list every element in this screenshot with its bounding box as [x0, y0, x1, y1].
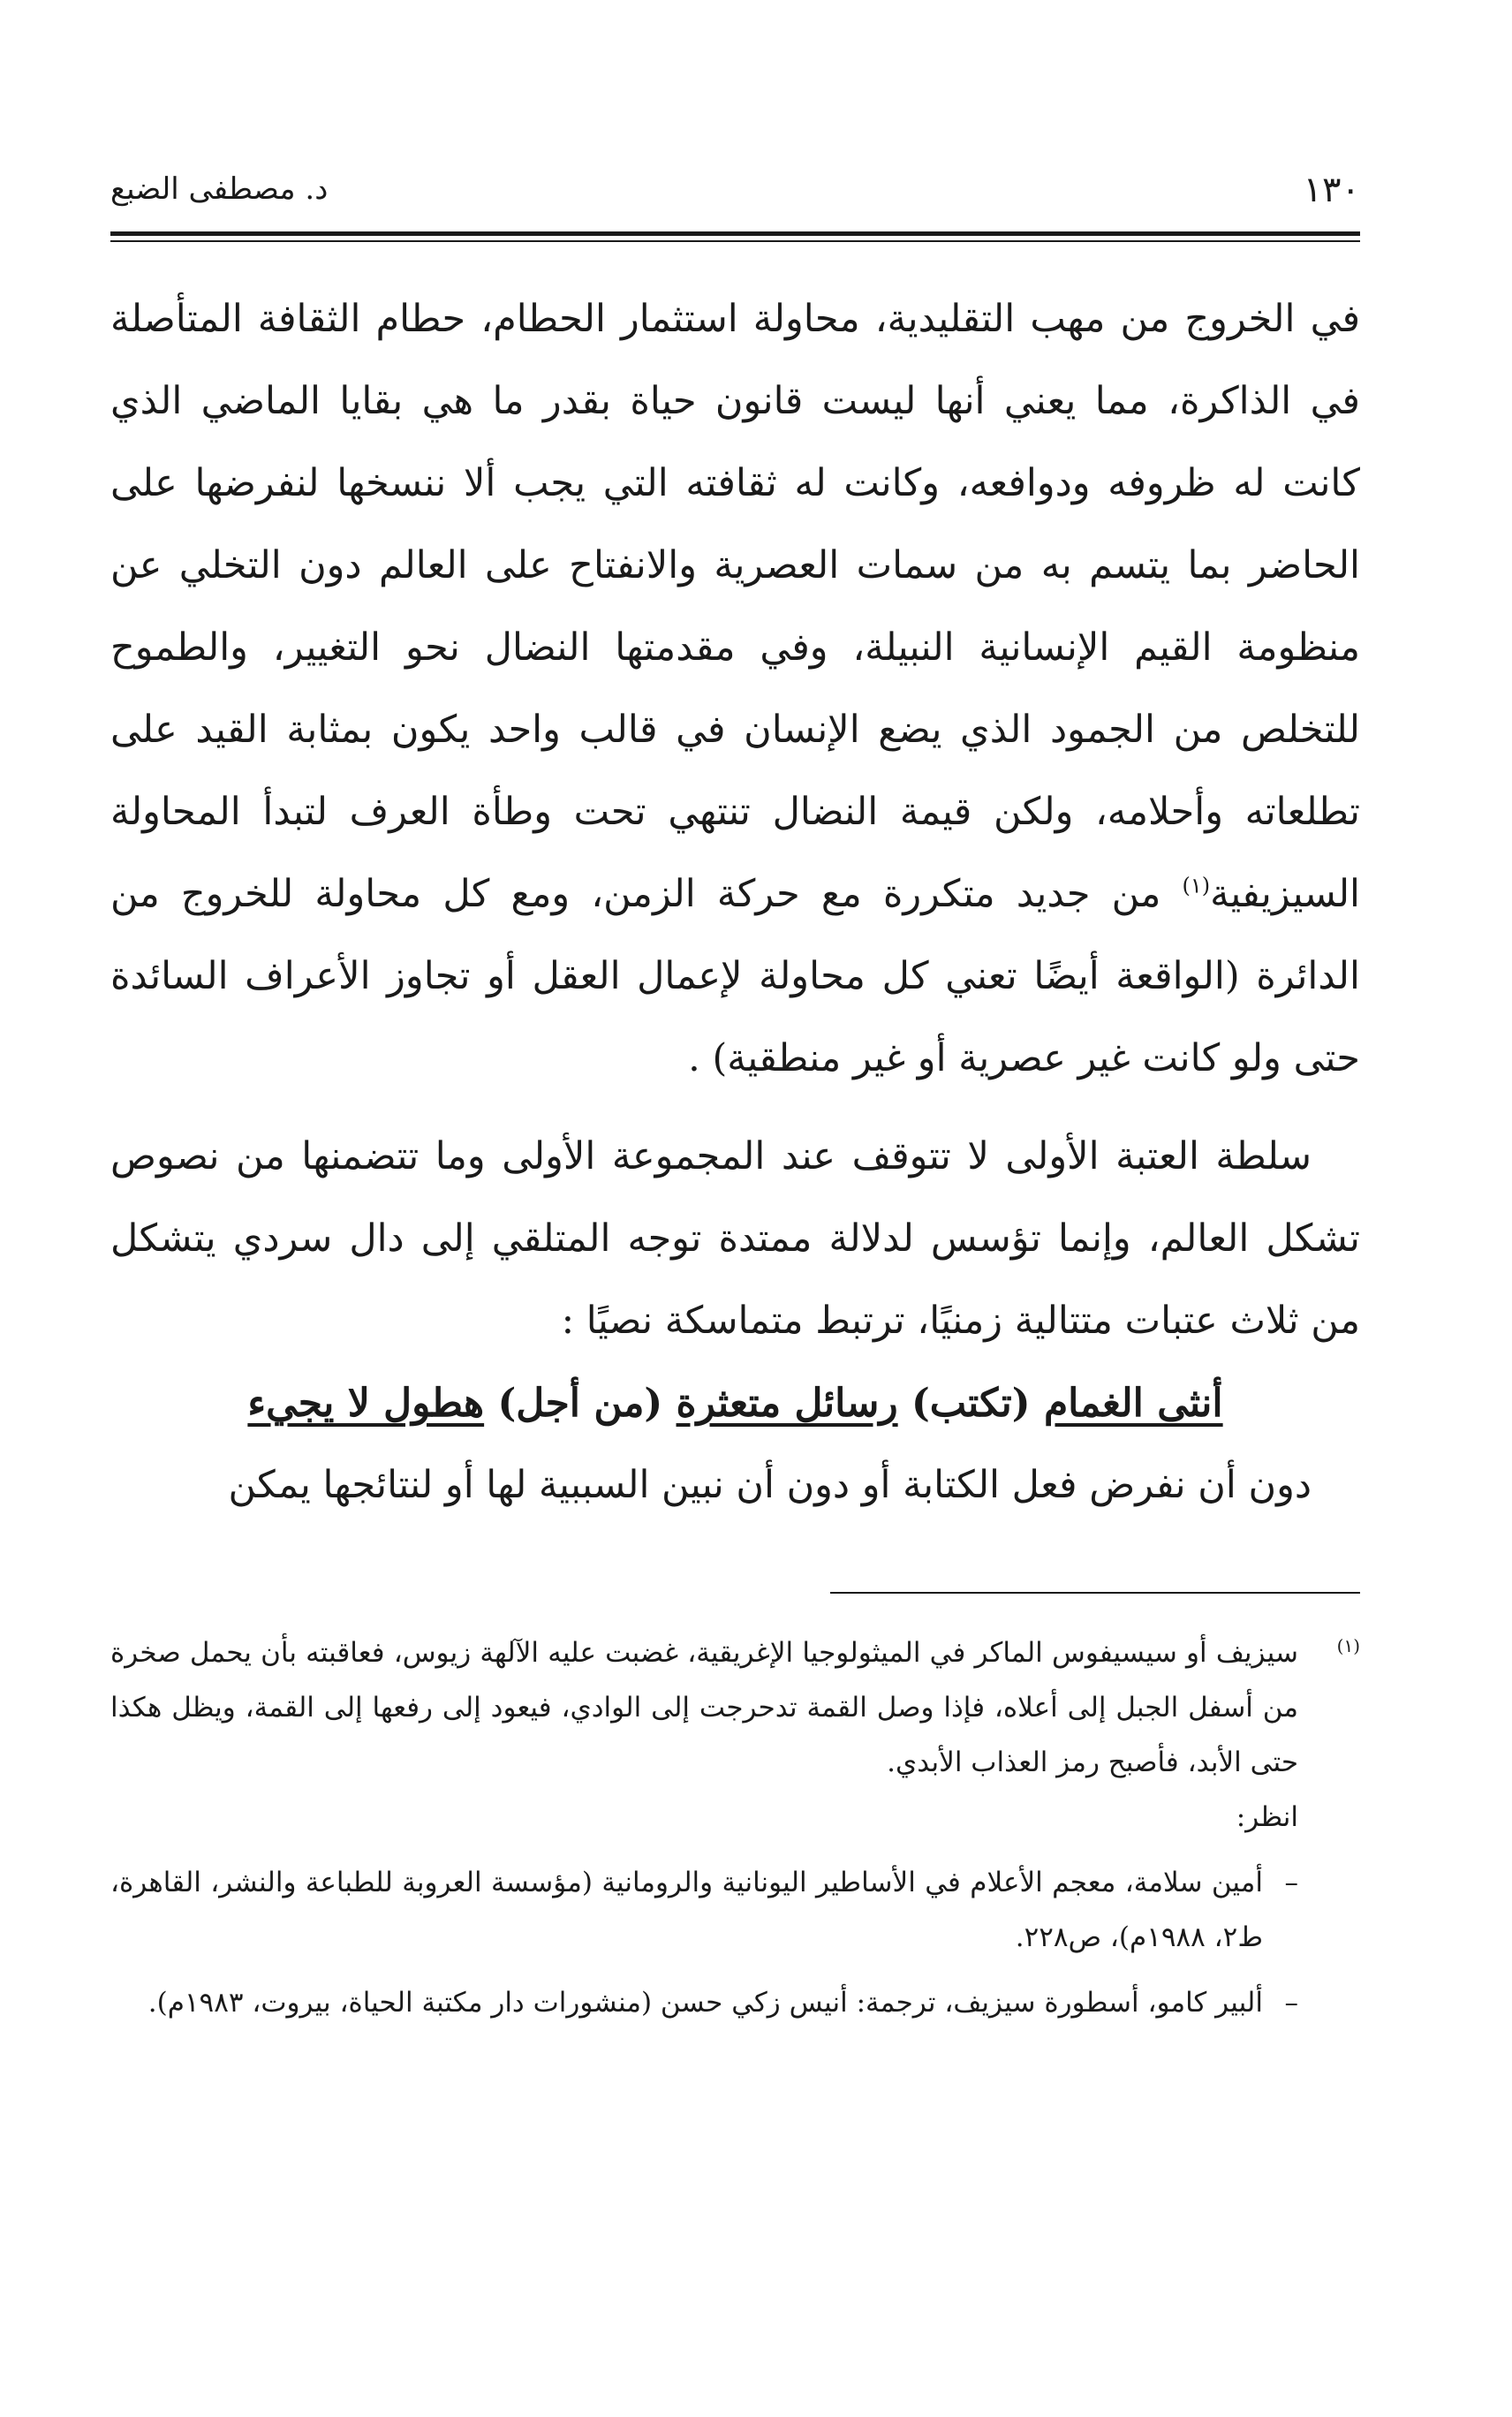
- list-dash: –: [1284, 1867, 1298, 1898]
- running-head-author: د. مصطفى الضبع: [110, 171, 329, 207]
- footnote-mark: (١): [1336, 1635, 1360, 1656]
- list-dash: –: [1284, 1987, 1298, 2019]
- page-number: ١٣٠: [1303, 170, 1360, 210]
- reference-item-2: [110, 1975, 1360, 2030]
- story-titles-line: [110, 1362, 1360, 1444]
- footnotes-section: [110, 1625, 1360, 2030]
- paragraph-1-text: في الخروج من مهب التقليدية، محاولة استثمار الحطام، حطام الثقافة المتأصلة في الذاكرة، مما يعني أنها ليست قانون حياة بقدر ما هي بقايا الماضي الذي كانت له ظروفه ودوافعه، وكانت له ثقافته التي يجب ألا ننسخها لنفرضها على الحاضر بما يتسم به من سمات العصرية والانفتاح على العالم دون التخلي عن منظومة القيم الإنسانية النبيلة، وفي مقدمتها النضال نحو التغيير، والطموح للتخلص من الجمود الذي يضع الإنسان في قالب واحد يكون بمثابة القيد على تطلعاته وأحلامه، ولكن قيمة النضال تنتهي تحت وطأة العرف لتبدأ المحاولة السيزيفية: [110, 297, 1360, 916]
- title-part-2: رسائل متعثرة: [676, 1381, 898, 1426]
- paragraph-3: دون أن نفرض فعل الكتابة أو دون أن نبين السببية لها أو لنتائجها يمكن: [228, 1463, 1312, 1507]
- reference-2-text: ألبير كامو، أسطورة سيزيف، ترجمة: أنيس زكي حسن (منشورات دار مكتبة الحياة، بيروت، ١٩٨٣م).: [147, 1987, 1263, 2019]
- main-text: [110, 278, 1360, 1527]
- paragraph-1: [110, 278, 1360, 1100]
- footnote-1: [110, 1625, 1360, 1790]
- page-header: [110, 159, 1360, 221]
- paragraph-1-continued: من جديد متكررة مع حركة الزمن، ومع كل محاولة للخروج من الدائرة (الواقعة أيضًا تعني كل محاولة لإعمال العقل أو تجاوز الأعراف السائدة حتى ولو كانت غير عصرية أو غير منطقية) .: [110, 872, 1360, 1080]
- paragraph-2: سلطة العتبة الأولى لا تتوقف عند المجموعة الأولى وما تتضمنها من نصوص تشكل العالم، وإنما تؤسس لدلالة ممتدة توجه المتلقي إلى دال سردي يتشكل من ثلاث عتبات متتالية زمنيًا، ترتبط متماسكة نصيًا :: [110, 1134, 1360, 1343]
- title-connector-2: (من أجل): [484, 1381, 677, 1426]
- see-also-label: انظر:: [1236, 1801, 1298, 1833]
- footnote-separator: [830, 1592, 1360, 1594]
- reference-1-text: أمين سلامة، معجم الأعلام في الأساطير اليونانية والرومانية (مؤسسة العروبة للطباعة والنشر، القاهرة، ط٢، ١٩٨٨م)، ص٢٢٨.: [110, 1867, 1263, 1953]
- footnote-reference[interactable]: (١): [1182, 873, 1211, 898]
- footnote-1-text: سيزيف أو سيسيفوس الماكر في الميثولوجيا الإغريقية، غضبت عليه الآلهة زيوس، فعاقبته بأن يحمل صخرة من أسفل الجبل إلى أعلاه، فإذا وصل القمة تدحرجت إلى الوادي، فيعود إلى رفعها إلى القمة، ويظل هكذا حتى الأبد، فأصبح رمز العذاب الأبدي.: [110, 1637, 1298, 1778]
- reference-item-1: [110, 1855, 1360, 1965]
- title-part-1: أنثى الغمام: [1043, 1381, 1223, 1426]
- header-rule-thick: [110, 231, 1360, 236]
- title-connector-1: (تكتب): [897, 1381, 1044, 1426]
- title-part-3: هطول لا يجيء: [247, 1381, 485, 1426]
- header-rule-thin: [110, 240, 1360, 242]
